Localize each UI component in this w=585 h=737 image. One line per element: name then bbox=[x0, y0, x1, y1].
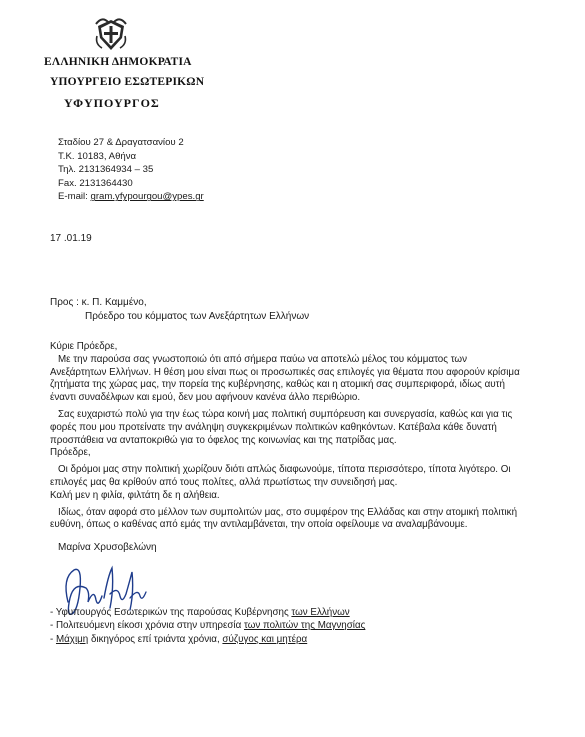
role-line-3 bbox=[50, 633, 365, 646]
body-line: Πρόεδρε, bbox=[50, 447, 91, 459]
body-line: επιλογές μας θα κρίθούν από τους πολίτες, αλλά πρωτίστως την συνειδησή μας. bbox=[50, 476, 398, 488]
salutation: Κύριε Πρόεδρε, bbox=[50, 341, 118, 352]
body-line: Ιδίως, όταν αφορά στο μέλλον των συμπολιτών μας, στο συμφέρον της Ελλάδας και στην ατομική πολιτική bbox=[58, 506, 518, 518]
contact-block bbox=[58, 136, 204, 204]
contact-fax: Fax. 2131364430 bbox=[58, 177, 133, 189]
contact-phone: Τηλ. 2131364934 – 35 bbox=[58, 164, 154, 176]
body-line: ζητήματα της χώρας μας, την πορεία της κυβέρνησης, καθώς και η ατομική σας συμπεριφορά, ιδίως αυτή bbox=[50, 379, 505, 391]
body-line: προσπάθεια να ανταποκριθώ για το όφελος της κοινωνίας και της πατρίδας μας. bbox=[50, 434, 397, 446]
body-line: Με την παρούσα σας γνωστοποιώ ότι από σήμερα παύω να αποτελώ μέλος του κόμματος των bbox=[58, 353, 467, 365]
role-line-2 bbox=[50, 619, 365, 632]
body-line: Σας ευχαριστώ πολύ για την έως τώρα κοινή μας πολιτική συμπόρευση και συνεργασία, καθώς και για τις bbox=[58, 408, 513, 420]
body-line: Καλή μεν η φιλία, φιλτάτη δε η αλήθεια. bbox=[50, 489, 220, 501]
role-underlined: των Ελλήνων bbox=[291, 607, 350, 618]
signer-name: Μαρίνα Χρυσοβελώνη bbox=[58, 542, 157, 553]
role-text: - Υφυπουργός Εσωτερικών της παρούσας Κυβέρνησης bbox=[50, 607, 292, 618]
role-text: - Πολιτευόμενη είκοσι χρόνια στην υπηρεσία bbox=[50, 620, 244, 632]
role-underlined: των πολιτών της Μαγνησίας bbox=[243, 620, 366, 632]
role-underlined: Μάχιμη bbox=[55, 633, 89, 645]
greek-emblem-icon bbox=[94, 14, 128, 52]
contact-email-label: E-mail: bbox=[58, 191, 88, 203]
body-line: έναντι συναδέλφων και εμού, δεν μου αφήνουν κανένα άλλο περιθώριο. bbox=[50, 392, 361, 404]
body-line: φορές που μου προτείνατε την ανάληψη συγκεκριμένων πολιτικών καθηκόντων. Κατέβαλα κάθε δυνατή bbox=[50, 421, 497, 433]
role-dash: - bbox=[50, 633, 56, 645]
recipient-line-1: Προς : κ. Π. Καμμένο, bbox=[50, 297, 147, 308]
role-underlined: σύζυγος και μητέρα bbox=[222, 633, 308, 645]
recipient-line-2: Πρόεδρο του κόμματος των Ανεξάρτητων Ελλήνων bbox=[85, 311, 310, 322]
body-line: Οι δρόμοι μας στην πολιτική χωρίζουν διότι απλώς διαφωνούμε, τίποτα περισσότερο, τίποτα λιγότερο. Οι bbox=[58, 464, 511, 476]
contact-email-link[interactable]: gram.yfypourgou@ypes.gr bbox=[90, 191, 204, 203]
contact-email-row bbox=[58, 190, 204, 204]
contact-postal: Τ.Κ. 10183, Αθήνα bbox=[58, 150, 137, 162]
contact-address: Σταδίου 27 & Δραγατσανίου 2 bbox=[58, 137, 184, 148]
header-office: ΥΦΥΠΟΥΡΓΟΣ bbox=[64, 96, 160, 110]
role-text: δικηγόρος επί τριάντα χρόνια, bbox=[88, 633, 223, 645]
header-country: ΕΛΛΗΝΙΚΗ ΔΗΜΟΚΡΑΤΙΑ bbox=[44, 56, 192, 68]
role-line-1 bbox=[50, 606, 365, 619]
letter-date: 17 .01.19 bbox=[50, 233, 92, 244]
header-ministry: ΥΠΟΥΡΓΕΙΟ ΕΣΩΤΕΡΙΚΩΝ bbox=[50, 76, 205, 88]
signer-roles bbox=[50, 606, 365, 646]
body-line: Ανεξάρτητων Ελλήνων. Η θέση μου είναι πως οι προσωπικές σας επιλογές για θέματα που αφορούν κρίσιμα bbox=[50, 366, 520, 378]
body-line: ευθύνη, όπως ο καθένας από εμάς την αντιλαμβάνεται, την οποία οφείλουμε να αναλαμβάνουμε. bbox=[50, 519, 468, 531]
letter-body bbox=[50, 341, 540, 532]
